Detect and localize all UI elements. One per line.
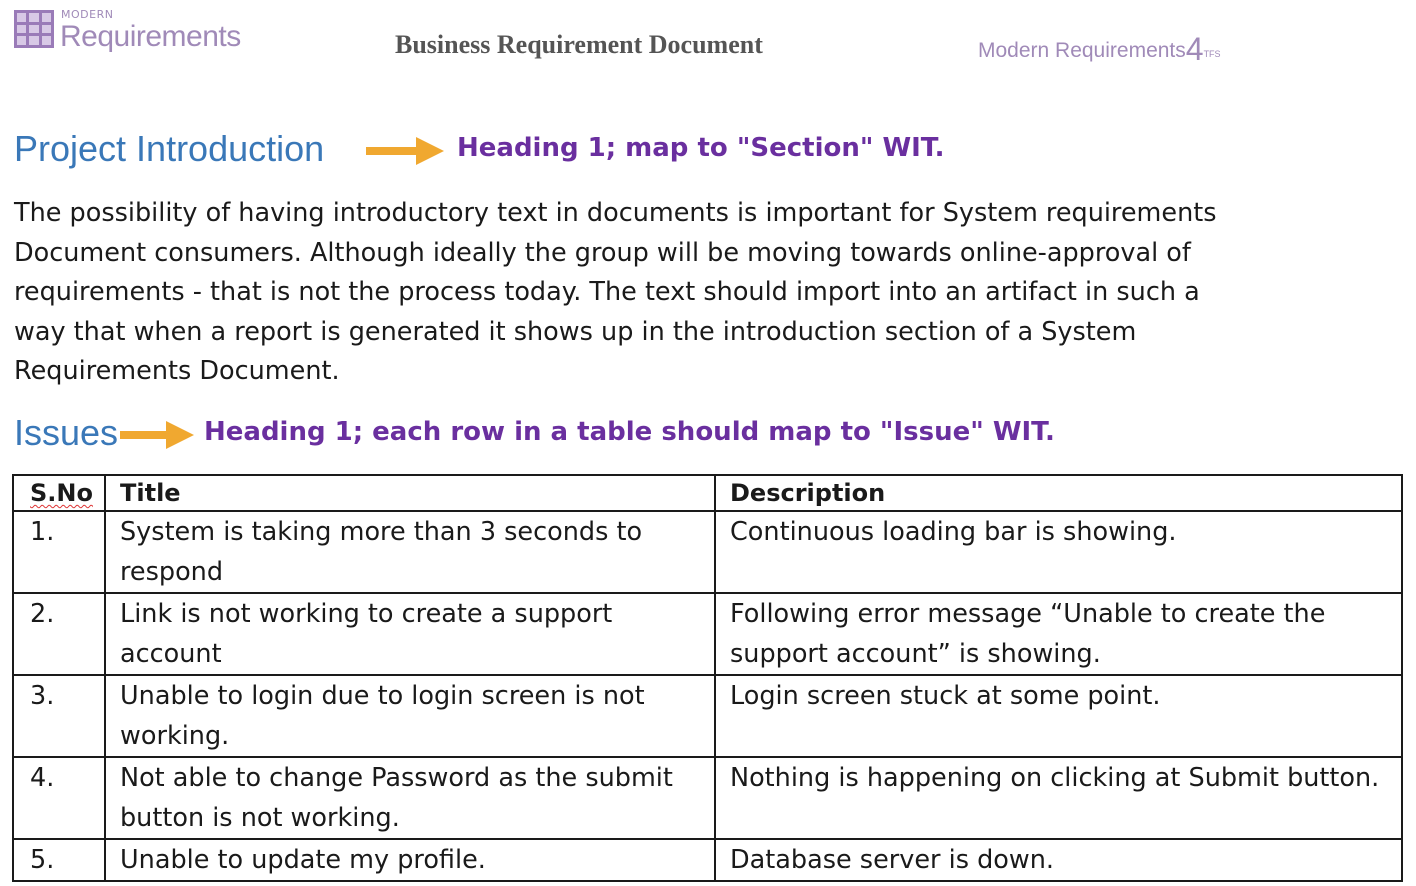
cell-title: Not able to change Password as the submit button is not working.: [105, 757, 715, 839]
table-row: [13, 511, 1402, 593]
brand-right-suffix: TFS: [1203, 49, 1221, 59]
cell-sno: 5.: [13, 839, 105, 881]
cell-description: Nothing is happening on clicking at Submit button.: [715, 757, 1402, 839]
logo-main-text: Requirements: [60, 20, 241, 53]
table-row: [13, 675, 1402, 757]
cell-sno: 2.: [13, 593, 105, 675]
cell-title: Unable to update my profile.: [105, 839, 715, 881]
arrow-right-icon: [118, 418, 196, 452]
heading-issues: Issues: [14, 412, 119, 453]
cell-title: System is taking more than 3 seconds to respond: [105, 511, 715, 593]
introduction-paragraph: The possibility of having introductory text in documents is important for System requirements Document consumers. Although ideally the group will be moving towards online-approval of requirements - that is not the process today. The text should import into an artifact in such a way that when a report is generated it shows up in the introduction section of a System Requirements Document.: [14, 198, 1217, 386]
header-description: Description: [715, 475, 1402, 511]
arrow-right-icon: [364, 134, 446, 168]
cell-sno: 1.: [13, 511, 105, 593]
cell-title: Link is not working to create a support account: [105, 593, 715, 675]
logo-small-text: MODERN: [61, 8, 114, 21]
document-title: Business Requirement Document: [395, 30, 763, 59]
cell-description: Login screen stuck at some point.: [715, 675, 1402, 757]
cell-sno: 3.: [13, 675, 105, 757]
brand-right: [978, 28, 1221, 65]
header-title: Title: [105, 475, 715, 511]
table-row: [13, 593, 1402, 675]
cell-description: Database server is down.: [715, 839, 1402, 881]
header-sno: S.No: [13, 475, 105, 511]
brand-right-number: 4: [1185, 31, 1204, 67]
cell-description: Following error message “Unable to create the support account” is showing.: [715, 593, 1402, 675]
issues-table: [12, 474, 1403, 882]
table-row: [13, 839, 1402, 881]
brand-right-text: Modern Requirements: [978, 39, 1186, 62]
annotation-section-wit: Heading 1; map to "Section" WIT.: [457, 133, 945, 163]
cell-sno: 4.: [13, 757, 105, 839]
modern-requirements-logo: [14, 8, 264, 58]
cell-title: Unable to login due to login screen is not working.: [105, 675, 715, 757]
heading-project-introduction: Project Introduction: [14, 128, 325, 169]
table-row: [13, 757, 1402, 839]
table-header-row: [13, 475, 1402, 511]
cell-description: Continuous loading bar is showing.: [715, 511, 1402, 593]
annotation-issue-wit: Heading 1; each row in a table should map to "Issue" WIT.: [204, 417, 1055, 447]
logo-grid-icon: [14, 10, 54, 48]
